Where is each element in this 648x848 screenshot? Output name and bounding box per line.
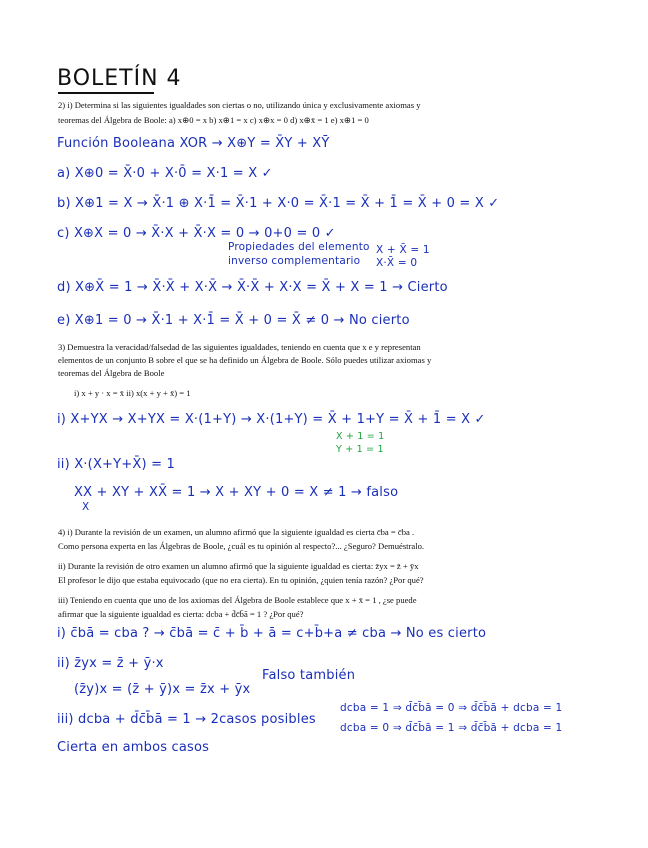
hand-q3-ii: ii) X·(X+Y+X̄) = 1	[57, 457, 175, 472]
hand-q4-conclusion: Cierta en ambos casos	[57, 740, 210, 755]
q2-statement-line2: teoremas del Álgebra de Boole: a) x⊕0 = x b) x⊕1 = x c) x⊕x = 0 d) x⊕x̄ = 1 e) x⊕1 = 0	[58, 115, 369, 125]
q4-p3-line1: iii) Teniendo en cuenta que uno de los axiomas del Álgebra de Boole establece que x + x̄ = 1 , ¿se puede	[58, 595, 417, 605]
q3-statement-line1: 3) Demuestra la veracidad/falsedad de las siguientes igualdades, teniendo en cuenta que x e y representan	[58, 342, 421, 352]
hand-note-property-1: Propiedades del elemento	[228, 241, 370, 253]
hand-q4-ii-work: (z̄y)x = (z̄ + ȳ)x = z̄x + ȳx	[74, 682, 251, 697]
hand-q3-ii-work: XX + XY + XX̄ = 1 → X + XY + 0 = X ≠ 1 → falso	[74, 485, 399, 500]
hand-answer-b: b) X⊕1 = X → X̄·1 ⊕ X·1̄ = X̄·1 + X·0 = X̄·1 = X̄ + 1̄ = X̄ + 0 = X ✓	[57, 196, 500, 211]
q4-p1-line2: Como persona experta en las Álgebras de Boole, ¿cuál es tu opinión al respecto?... ¿Seguro? Demuéstralo.	[58, 541, 425, 551]
hand-q4-ii-note: Falso también	[262, 668, 356, 683]
hand-q4-iii: iii) dcba + d̄c̄b̄ā = 1 → 2casos posibles	[57, 712, 316, 727]
q4-p2-line2: El profesor le dijo que estaba equivocado (que no era cierta). En tu opinión, ¿quien tenía razón? ¿Por qué?	[58, 575, 424, 585]
q3-items: i) x + y · x = x̄ ii) x(x + y + x̄) = 1	[74, 388, 191, 398]
hand-rule-2: X·X̄ = 0	[376, 257, 418, 269]
hand-q4-ii: ii) z̄yx = z̄ + ȳ·x	[57, 656, 164, 671]
page-title: BOLETÍN 4	[57, 66, 182, 91]
q3-statement-line3: teoremas del Álgebra de Boole	[58, 368, 165, 378]
hand-q3-green-2: Y + 1 = 1	[336, 444, 384, 455]
hand-q4-i: i) c̄bā = cba ? → c̄bā = c̄ + b̄ + ā = c+b̄+a ≠ cba → No es cierto	[57, 626, 487, 641]
q3-statement-line2: elementos de un conjunto B sobre el que se ha definido un Álgebra de Boole. Sólo puedes utilizar axiomas y	[58, 355, 432, 365]
q4-p1-line1: 4) i) Durante la revisión de un examen, un alumno afirmó que la siguiente igualdad es cierta c̄ba = c̄ba .	[58, 527, 415, 537]
hand-q3-green-1: X + 1 = 1	[336, 431, 385, 442]
q2-statement-line1: 2) i) Determina si las siguientes igualdades son ciertas o no, utilizando única y exclusivamente axiomas y	[58, 100, 421, 110]
hand-rule-1: X + X̄ = 1	[376, 244, 430, 256]
hand-q3-i: i) X+YX → X+YX = X·(1+Y) → X·(1+Y) = X̄ + 1+Y = X̄ + 1̄ = X ✓	[57, 412, 486, 427]
hand-q4-iii-case1: dcba = 1 ⇒ d̄c̄b̄ā = 0 ⇒ d̄c̄b̄ā + dcba = 1	[340, 702, 563, 714]
hand-answer-d: d) X⊕X̄ = 1 → X̄·X̄ + X·X̄ → X̄·X̄ + X·X = X̄ + X = 1 → Cierto	[57, 280, 448, 295]
hand-q4-iii-case2: dcba = 0 ⇒ d̄c̄b̄ā = 1 ⇒ d̄c̄b̄ā + dcba = 1	[340, 722, 563, 734]
title-underline	[58, 92, 154, 94]
q4-p2-line1: ii) Durante la revisión de otro examen un alumno afirmó que la siguiente igualdad es cierta: z̄yx = z̄ + ȳx	[58, 561, 419, 571]
hand-q3-ii-mark: X	[82, 501, 90, 513]
hand-xor-definition: Función Booleana XOR → X⊕Y = X̄Y + XȲ	[57, 136, 330, 151]
q4-p3-line2: afirmar que la siguiente igualdad es cierta: dcba + d̄c̄b̄ā = 1 ? ¿Por qué?	[58, 609, 304, 619]
hand-note-property-2: inverso complementario	[228, 255, 361, 267]
hand-answer-c: c) X⊕X = 0 → X̄·X + X̄·X = 0 → 0+0 = 0 ✓	[57, 226, 336, 241]
hand-answer-e: e) X⊕1 = 0 → X̄·1 + X·1̄ = X̄ + 0 = X̄ ≠ 0 → No cierto	[57, 313, 410, 328]
hand-answer-a: a) X⊕0 = X̄·0 + X·0̄ = X·1 = X ✓	[57, 166, 273, 181]
